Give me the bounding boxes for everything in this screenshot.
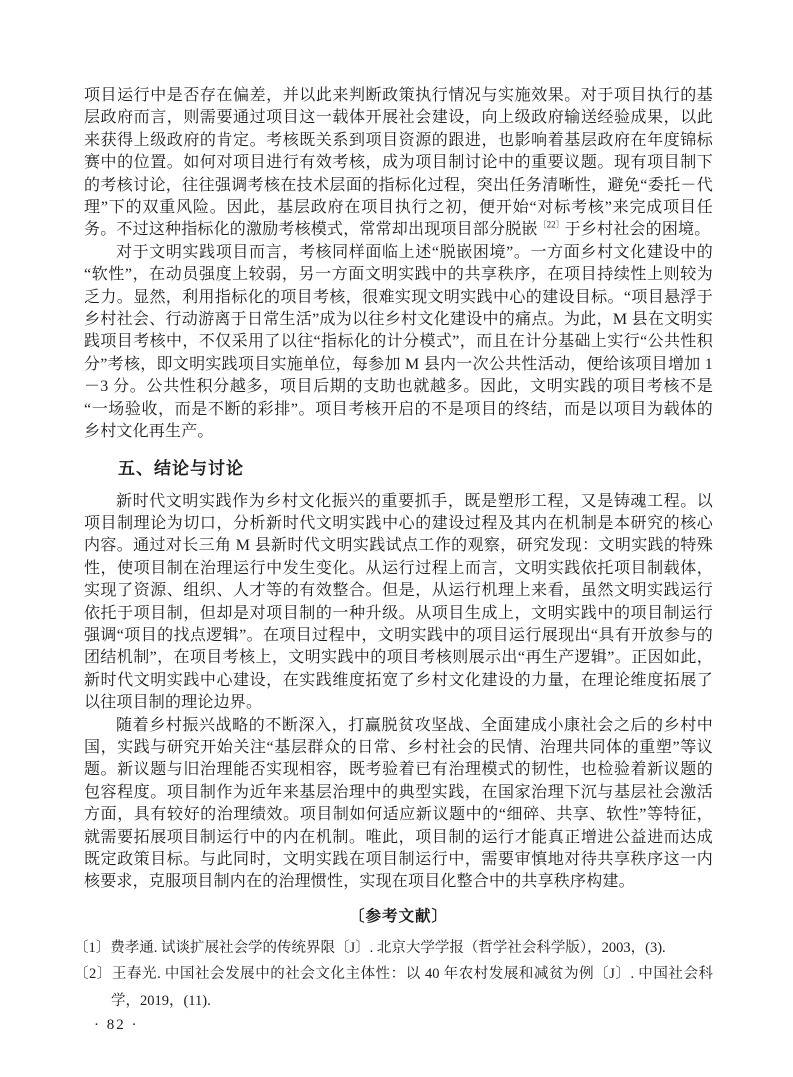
page-number: · 82 · [94, 1017, 139, 1034]
reference-item-1: 〔1〕费孝通. 试谈扩展社会学的传统界限〔J〕. 北京大学学报（哲学社会科学版），2003，(3). [74, 939, 666, 956]
references-heading: 〔参考文献〕 [348, 907, 448, 925]
paragraph-discussion-rural-revitalization: 随着乡村振兴战略的不断深入，打赢脱贫攻坚战、全面建成小康社会之后的乡村中国，实践与研究开始关注“基层群众的日常、乡村社会的民情、治理共同体的重塑”等议题。新议题与旧治理能否实现相容，既考验着已有治理模式的韧性，也检验着新议题的包容程度。项目制作为近年来基层治理中的典型实践，在国家治理下沉与基层社会激活方面，具有较好的治理绩效。项目制如何适应新议题中的“细碎、共享、软性”等特征，就需要拓展项目制运行中的内在机制。唯此，项目制的运行才能真正增进公益进而达成既定政策目标。与此同时，文明实践在项目制运行中，需要审慎地对待共享秩序这一内核要求，克服项目制内在的治理惯性，实现在项目化整合中的共享秩序构建。 [84, 716, 713, 891]
citation-superscript-22: 〔22〕 [537, 220, 565, 231]
paragraph-conclusion-summary: 新时代文明实践作为乡村文化振兴的重要抓手，既是塑形工程，又是铸魂工程。以项目制理论为切口，分析新时代文明实践中心的建设过程及其内在机制是本研究的核心内容。通过对长三角 M 县新时代文明实践试点工作的观察，研究发现：文明实践的特殊性，使项目制在治理运行中发生变化。从运行过程上而言，文明实践依托项目制载体，实现了资源、组织、人才等的有效整合。但是，从运行机理上来看，虽然文明实践运行依托于项目制，但却是对项目制的一种升级。从项目生成上，文明实践中的项目制运行强调“项目的找点逻辑”。在项目过程中，文明实践中的项目运行展现出“具有开放参与的团结机制”，在项目考核上，文明实践中的项目考核则展示出“再生产逻辑”。正因如此，新时代文明实践中心建设，在实践维度拓宽了乡村文化建设的力量，在理论维度拓展了以往项目制的理论边界。 [84, 492, 713, 712]
paragraph-civilization-practice-assessment: 对于文明实践项目而言，考核同样面临上述“脱嵌困境”。一方面乡村文化建设中的“软性”，在动员强度上较弱，另一方面文明实践中的共享秩序，在项目持续性上则较为乏力。显然，利用指标化的项目考核，很难实现文明实践中心的建设目标。“项目悬浮于乡村社会、行动游离于日常生活”成为以往乡村文化建设中的痛点。为此，M 县在文明实践项目考核中，不仅采用了以往“指标化的计分模式”，而且在计分基础上实行“公共性积分”考核，即文明实践项目实施单位，每参加 M 县内一次公共性活动，便给该项目增加 1－3 分。公共性积分越多，项目后期的支助也就越多。因此，文明实践的项目考核不是“一场验收，而是不断的彩排”。项目考核开启的不是项目的终结，而是以项目为载体的乡村文化再生产。 [84, 243, 713, 441]
main-text-column [74, 85, 713, 1034]
paragraph-text: 于乡村社会的困境。 [564, 221, 711, 239]
paragraph-assessment-continuation [84, 85, 713, 242]
section-heading-conclusion: 五、结论与讨论 [118, 458, 244, 478]
references-section [74, 906, 713, 1015]
paragraph-text: 项目运行中是否存在偏差，并以此来判断政策执行情况与实施效果。对于项目执行的基层政府而言，则需要通过项目这一载体开展社会建设，向上级政府输送经验成果，以此来获得上级政府的肯定。考核既关系到项目资源的跟进，也影响着基层政府在年度锦标赛中的位置。如何对项目进行有效考核，成为项目制讨论中的重要议题。现有项目制下的考核讨论，往往强调考核在技术层面的指标化过程，突出任务清晰性，避免“委托－代理”下的双重风险。因此，基层政府在项目执行之初，便开始“对标考核”来完成项目任务。不过这种指标化的激励考核模式，常常却出现项目部分脱嵌 [84, 87, 713, 239]
reference-item-2: 〔2〕王春光. 中国社会发展中的社会文化主体性：以 40 年农村发展和减贫为例〔J〕. 中国社会科学，2019，(11). [74, 966, 713, 1009]
